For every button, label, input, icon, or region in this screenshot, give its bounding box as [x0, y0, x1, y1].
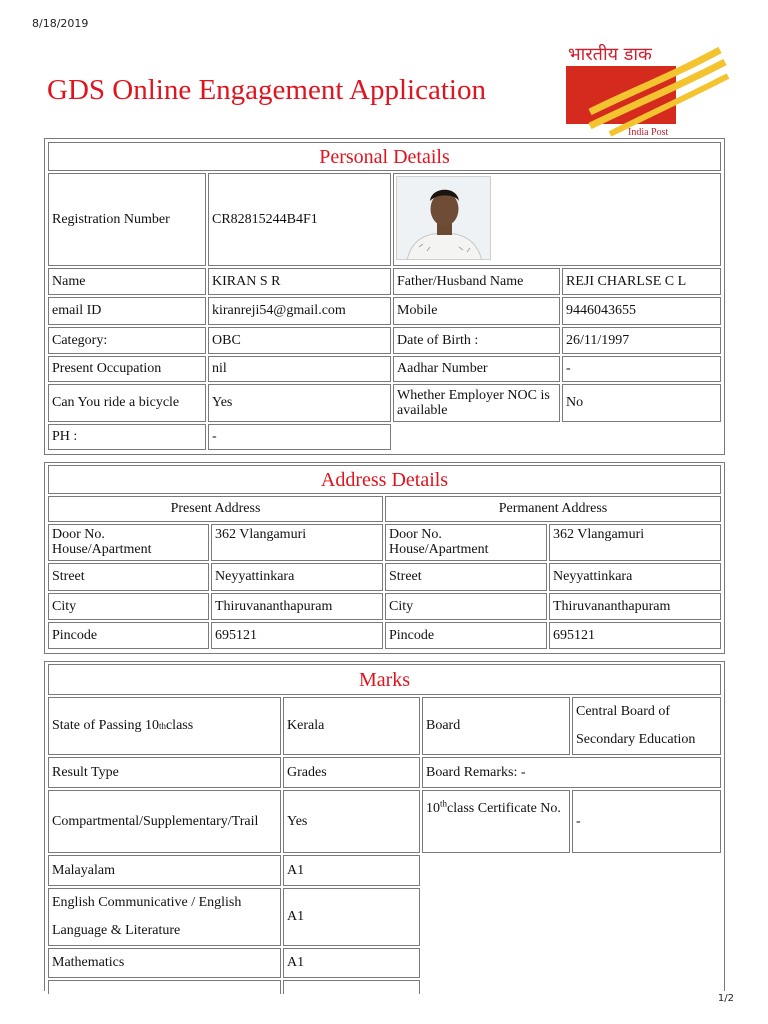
- mobile-label: Mobile: [393, 297, 560, 325]
- state-of-passing-label: State of Passing 10 th class: [48, 697, 281, 755]
- state-label-pre: State of Passing 10: [52, 718, 159, 733]
- ph-label: PH :: [48, 424, 206, 450]
- certificate-no-label: [422, 790, 570, 853]
- subject-name: Malayalam: [48, 855, 281, 886]
- email-value: kiranreji54@gmail.com: [208, 297, 391, 325]
- permanent-door-value: 362 Vlangamuri: [549, 524, 721, 561]
- present-door-label: Door No. House/Apartment: [48, 524, 209, 561]
- present-street-value: Neyyattinkara: [211, 563, 383, 591]
- name-label: Name: [48, 268, 206, 295]
- father-name-value: REJI CHARLSE C L: [562, 268, 721, 295]
- present-city-label: City: [48, 593, 209, 620]
- present-door-value: 362 Vlangamuri: [211, 524, 383, 561]
- logo-english-text: India Post: [628, 127, 669, 138]
- permanent-city-label: City: [385, 593, 547, 620]
- name-value: KIRAN S R: [208, 268, 391, 295]
- result-type-value: Grades: [283, 757, 420, 788]
- permanent-pincode-value: 695121: [549, 622, 721, 649]
- permanent-street-label: Street: [385, 563, 547, 591]
- compartmental-label: Compartmental/Supplementary/Trail: [48, 790, 281, 853]
- mobile-value: 9446043655: [562, 297, 721, 325]
- category-label: Category:: [48, 327, 206, 354]
- subject-grade: A1: [283, 855, 420, 886]
- present-pincode-label: Pincode: [48, 622, 209, 649]
- permanent-street-value: Neyyattinkara: [549, 563, 721, 591]
- state-of-passing-value: Kerala: [283, 697, 420, 755]
- cert-label-pre: 10: [426, 801, 440, 816]
- permanent-pincode-label: Pincode: [385, 622, 547, 649]
- state-label-post: class: [165, 718, 194, 733]
- present-pincode-value: 695121: [211, 622, 383, 649]
- page-number: 1/2: [717, 993, 734, 1004]
- address-details-header: Address Details: [48, 465, 721, 494]
- logo-swoosh-icon: [560, 42, 730, 140]
- aadhar-label: Aadhar Number: [393, 356, 560, 382]
- subject-name: English Communicative / English Language & Literature: [48, 888, 281, 946]
- registration-label: Registration Number: [48, 173, 206, 266]
- print-date: 8/18/2019: [32, 17, 89, 30]
- subject-grade-cut: [283, 980, 420, 994]
- certificate-no-value: -: [572, 790, 721, 853]
- bicycle-label: Can You ride a bicycle: [48, 384, 206, 422]
- subject-row-cut: [48, 980, 281, 994]
- ph-value: -: [208, 424, 391, 450]
- applicant-photo: [396, 176, 491, 260]
- marks-header: Marks: [48, 664, 721, 695]
- registration-value: CR82815244B4F1: [208, 173, 391, 266]
- email-label: email ID: [48, 297, 206, 325]
- aadhar-value: -: [562, 356, 721, 382]
- result-type-label: Result Type: [48, 757, 281, 788]
- present-city-value: Thiruvananthapuram: [211, 593, 383, 620]
- person-photo-icon: [397, 177, 491, 260]
- subject-grade: A1: [283, 948, 420, 978]
- subject-grade: A1: [283, 888, 420, 946]
- india-post-logo: [560, 42, 730, 140]
- personal-details-header: Personal Details: [48, 142, 721, 171]
- board-remarks: Board Remarks: -: [422, 757, 721, 788]
- bicycle-value: Yes: [208, 384, 391, 422]
- page-title: GDS Online Engagement Application: [47, 74, 486, 106]
- father-name-label: Father/Husband Name: [393, 268, 560, 295]
- subject-name: Mathematics: [48, 948, 281, 978]
- dob-label: Date of Birth :: [393, 327, 560, 354]
- cert-label-sup: th: [440, 798, 448, 809]
- logo-hindi-text: भारतीय डाक: [568, 44, 652, 65]
- dob-value: 26/11/1997: [562, 327, 721, 354]
- occupation-label: Present Occupation: [48, 356, 206, 382]
- noc-value: No: [562, 384, 721, 422]
- cert-label-post: class Certificate No.: [447, 801, 561, 816]
- category-value: OBC: [208, 327, 391, 354]
- permanent-door-label: Door No. House/Apartment: [385, 524, 547, 561]
- present-address-header: Present Address: [48, 496, 383, 522]
- occupation-value: nil: [208, 356, 391, 382]
- compartmental-value: Yes: [283, 790, 420, 853]
- noc-label: Whether Employer NOC is available: [393, 384, 560, 422]
- present-street-label: Street: [48, 563, 209, 591]
- board-value: Central Board of Secondary Education: [572, 697, 721, 755]
- permanent-city-value: Thiruvananthapuram: [549, 593, 721, 620]
- permanent-address-header: Permanent Address: [385, 496, 721, 522]
- board-label: Board: [422, 697, 570, 755]
